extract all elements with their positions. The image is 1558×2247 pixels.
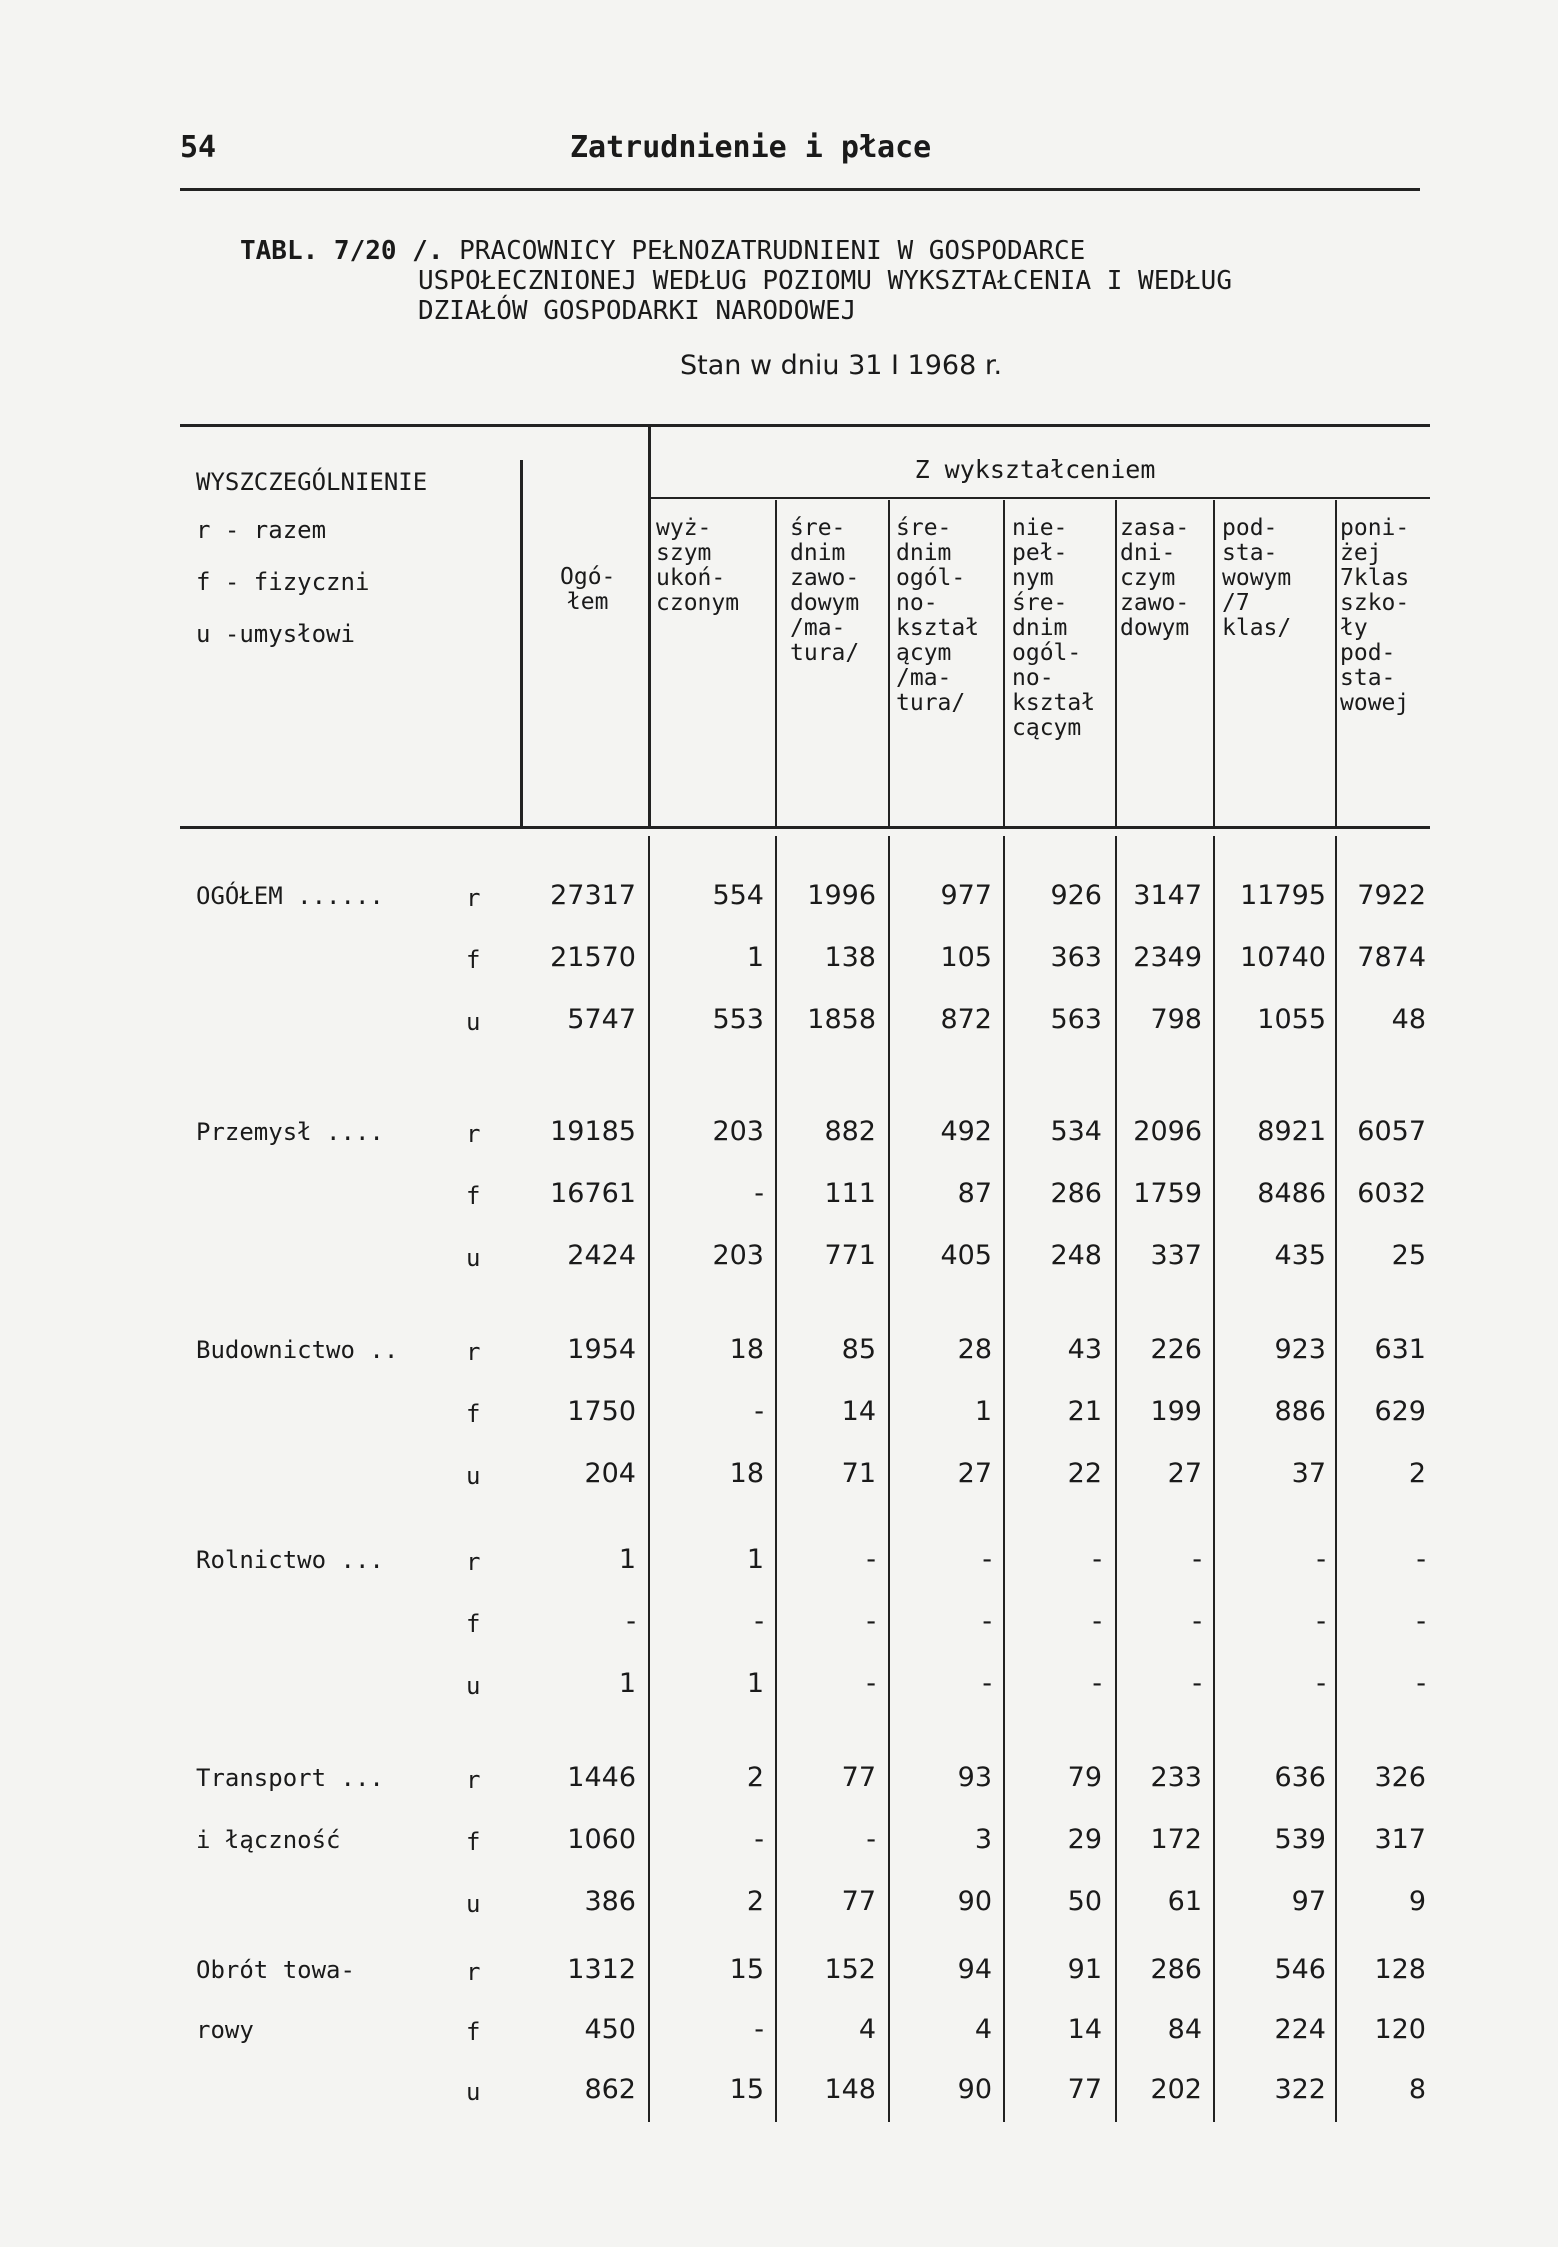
table-cell: 105: [940, 942, 992, 973]
table-cell: -: [1416, 1668, 1426, 1699]
table-cell: 4: [858, 2014, 876, 2045]
table-cell: 10740: [1240, 942, 1326, 973]
table-cell: 2424: [567, 1240, 636, 1271]
table-cell: 27: [1167, 1458, 1202, 1489]
stub-heading: [196, 462, 427, 654]
table-cell: 629: [1374, 1396, 1426, 1427]
row-code: r: [466, 1120, 481, 1148]
stub-title: WYSZCZEGÓLNIENIE: [196, 468, 428, 496]
table-cell: 1: [974, 1396, 992, 1427]
table-cell: -: [754, 1824, 764, 1855]
table-cell: 71: [841, 1458, 876, 1489]
row-code: r: [466, 884, 481, 912]
table-cell: 203: [712, 1116, 764, 1147]
table-cell: 21570: [550, 942, 636, 973]
stub-divider: [520, 460, 523, 826]
col-head-higher: wyż- szym ukoń- czonym: [656, 515, 740, 616]
table-cell: 563: [1050, 1004, 1102, 1035]
table-cell: 111: [824, 1178, 876, 1209]
table-cell: 248: [1050, 1240, 1102, 1271]
table-cell: -: [754, 1178, 764, 1209]
table-cell: 882: [824, 1116, 876, 1147]
row-code: r: [466, 1548, 481, 1576]
table-cell: 199: [1150, 1396, 1202, 1427]
table-cell: 7922: [1357, 880, 1426, 911]
table-cell: 771: [824, 1240, 876, 1271]
table-cell: 337: [1150, 1240, 1202, 1271]
table-number: TABL. 7/20 /.: [240, 236, 444, 266]
table-cell: -: [626, 1606, 636, 1637]
table-cell: -: [1092, 1606, 1102, 1637]
table-cell: -: [1416, 1606, 1426, 1637]
table-cell: 317: [1374, 1824, 1426, 1855]
col-head-secondary-vocational: śre- dnim zawo- dowym /ma- tura/: [790, 515, 860, 666]
table-cell: 435: [1274, 1240, 1326, 1271]
table-cell: 1: [746, 1544, 764, 1575]
table-cell: -: [982, 1668, 992, 1699]
table-cell: 450: [584, 2014, 636, 2045]
table-cell: 872: [940, 1004, 992, 1035]
table-cell: 84: [1167, 2014, 1202, 2045]
table-cell: 21: [1067, 1396, 1102, 1427]
table-cell: 363: [1050, 942, 1102, 973]
table-cell: 18: [729, 1458, 764, 1489]
page-header: [180, 130, 1420, 190]
table-cell: 1996: [807, 880, 876, 911]
table-title: [240, 236, 1440, 326]
table-cell: 6032: [1357, 1178, 1426, 1209]
col-head-basic-vocational: zasa- dni- czym zawo- dowym: [1120, 515, 1190, 641]
table-title-line-3: DZIAŁÓW GOSPODARKI NARODOWEJ: [418, 296, 857, 326]
table-cell: -: [1092, 1544, 1102, 1575]
table-cell: 27317: [550, 880, 636, 911]
row-code: r: [466, 1766, 481, 1794]
table-cell: 28: [957, 1334, 992, 1365]
table-cell: 27: [957, 1458, 992, 1489]
table-cell: 172: [1150, 1824, 1202, 1855]
table-cell: 2349: [1133, 942, 1202, 973]
col-divider-5: [1213, 500, 1215, 826]
table-cell: 3: [974, 1824, 992, 1855]
table-cell: 8: [1408, 2074, 1426, 2105]
section-label-continued: rowy: [196, 2016, 254, 2044]
table-cell: 798: [1150, 1004, 1202, 1035]
row-code: u: [466, 2078, 481, 2106]
table-cell: -: [866, 1606, 876, 1637]
table-cell: 534: [1050, 1116, 1102, 1147]
section-label: Przemysł ....: [196, 1118, 384, 1146]
col-head-incomplete-secondary: nie- peł- nym śre- dnim ogól- no- kształ cącym: [1012, 515, 1096, 741]
table-cell: 492: [940, 1116, 992, 1147]
table-cell: 2096: [1133, 1116, 1202, 1147]
table-cell: 539: [1274, 1824, 1326, 1855]
table-cell: 77: [1067, 2074, 1102, 2105]
table-subtitle: Stan w dniu 31 I 1968 r.: [680, 350, 1003, 381]
row-code: f: [466, 1182, 481, 1210]
table-cell: 87: [957, 1178, 992, 1209]
group-header-rule: [650, 497, 1430, 499]
table-cell: 152: [824, 1954, 876, 1985]
table-cell: 1: [746, 942, 764, 973]
table-title-line-1: PRACOWNICY PEŁNOZATRUDNIENI W GOSPODARCE: [459, 236, 1086, 266]
section-label: Budownictwo ..: [196, 1336, 399, 1364]
col-head-primary: pod- sta- wowym /7 klas/: [1222, 515, 1292, 641]
body-col-line-6: [1335, 836, 1337, 2122]
table-cell: 1055: [1257, 1004, 1326, 1035]
table-cell: -: [1192, 1606, 1202, 1637]
legend-r: r - razem: [196, 516, 327, 544]
col-divider-6: [1335, 500, 1337, 826]
table-cell: 14: [841, 1396, 876, 1427]
row-code: u: [466, 1008, 481, 1036]
table-cell: -: [1192, 1668, 1202, 1699]
table-cell: 14: [1067, 2014, 1102, 2045]
body-col-line-1: [775, 836, 777, 2122]
table-cell: 233: [1150, 1762, 1202, 1793]
table-cell: 204: [584, 1458, 636, 1489]
table-cell: 43: [1067, 1334, 1102, 1365]
table-cell: 85: [841, 1334, 876, 1365]
table-cell: 1312: [567, 1954, 636, 1985]
table-cell: 50: [1067, 1886, 1102, 1917]
col-head-total: Ogó- łem: [560, 564, 616, 615]
col-head-secondary-general: śre- dnim ogól- no- kształ ącym /ma- tura/: [896, 515, 980, 716]
row-code: f: [466, 1610, 481, 1638]
table-cell: 1446: [567, 1762, 636, 1793]
total-divider: [648, 424, 651, 826]
table-cell: 37: [1291, 1458, 1326, 1489]
table-cell: 9: [1408, 1886, 1426, 1917]
header-rule: [180, 188, 1420, 191]
row-code: f: [466, 946, 481, 974]
body-col-line-2: [888, 836, 890, 2122]
table-cell: 8486: [1257, 1178, 1326, 1209]
table-cell: 3147: [1133, 880, 1202, 911]
table-cell: -: [754, 2014, 764, 2045]
table-cell: 226: [1150, 1334, 1202, 1365]
table-cell: 97: [1291, 1886, 1326, 1917]
table-cell: 326: [1374, 1762, 1426, 1793]
table-cell: -: [866, 1668, 876, 1699]
table-cell: 554: [712, 880, 764, 911]
table-top-rule: [180, 424, 1430, 427]
table-cell: 91: [1067, 1954, 1102, 1985]
table-cell: 405: [940, 1240, 992, 1271]
section-label-continued: i łączność: [196, 1826, 341, 1854]
table-cell: 1759: [1133, 1178, 1202, 1209]
row-code: u: [466, 1462, 481, 1490]
table-cell: -: [1316, 1668, 1326, 1699]
col-divider-2: [888, 500, 890, 826]
col-head-below-primary: poni- żej 7klas szko- ły pod- sta- wowej: [1340, 515, 1410, 716]
row-code: f: [466, 1400, 481, 1428]
col-divider-3: [1003, 500, 1005, 826]
table-cell: 22: [1067, 1458, 1102, 1489]
table-cell: -: [866, 1824, 876, 1855]
body-col-line-5: [1213, 836, 1215, 2122]
row-code: r: [466, 1338, 481, 1366]
table-cell: 77: [841, 1762, 876, 1793]
table-cell: 15: [729, 1954, 764, 1985]
table-cell: 19185: [550, 1116, 636, 1147]
table-cell: -: [1316, 1606, 1326, 1637]
table-cell: 862: [584, 2074, 636, 2105]
table-cell: 6057: [1357, 1116, 1426, 1147]
table-cell: 923: [1274, 1334, 1326, 1365]
table-cell: 886: [1274, 1396, 1326, 1427]
table-cell: 1750: [567, 1396, 636, 1427]
table-cell: 18: [729, 1334, 764, 1365]
body-col-line-4: [1115, 836, 1117, 2122]
table-cell: 386: [584, 1886, 636, 1917]
table-cell: 15: [729, 2074, 764, 2105]
table-cell: 2: [746, 1762, 764, 1793]
table-cell: 90: [957, 1886, 992, 1917]
row-code: f: [466, 2018, 481, 2046]
table-cell: -: [1416, 1544, 1426, 1575]
section-label: OGÓŁEM ......: [196, 882, 384, 910]
table-cell: 553: [712, 1004, 764, 1035]
table-cell: 631: [1374, 1334, 1426, 1365]
table-cell: 286: [1050, 1178, 1102, 1209]
col-divider-4: [1115, 500, 1117, 826]
table-cell: 120: [1374, 2014, 1426, 2045]
table-cell: 16761: [550, 1178, 636, 1209]
page-number: 54: [180, 130, 217, 165]
page-title: Zatrudnienie i płace: [570, 130, 932, 165]
table-cell: 79: [1067, 1762, 1102, 1793]
table-cell: 1: [618, 1544, 636, 1575]
table-cell: 926: [1050, 880, 1102, 911]
table-cell: 93: [957, 1762, 992, 1793]
table-title-line-2: USPOŁECZNIONEJ WEDŁUG POZIOMU WYKSZTAŁCENIA I WEDŁUG: [418, 266, 1232, 296]
section-label: Obrót towa-: [196, 1956, 355, 1984]
table-cell: 94: [957, 1954, 992, 1985]
legend-f: f - fizyczni: [196, 568, 370, 596]
table-cell: -: [1092, 1668, 1102, 1699]
table-cell: 4: [974, 2014, 992, 2045]
table-cell: -: [866, 1544, 876, 1575]
row-code: f: [466, 1828, 481, 1856]
table-cell: 202: [1150, 2074, 1202, 2105]
table-cell: 322: [1274, 2074, 1326, 2105]
table-cell: 148: [824, 2074, 876, 2105]
table-cell: 7874: [1357, 942, 1426, 973]
table-cell: 546: [1274, 1954, 1326, 1985]
table-cell: 61: [1167, 1886, 1202, 1917]
row-code: u: [466, 1890, 481, 1918]
table-cell: 8921: [1257, 1116, 1326, 1147]
section-label: Rolnictwo ...: [196, 1546, 384, 1574]
table-cell: 636: [1274, 1762, 1326, 1793]
table-cell: 2: [1408, 1458, 1426, 1489]
table-cell: 224: [1274, 2014, 1326, 2045]
table-cell: 286: [1150, 1954, 1202, 1985]
row-code: u: [466, 1672, 481, 1700]
table-cell: 1: [746, 1668, 764, 1699]
table-cell: -: [982, 1606, 992, 1637]
row-code: u: [466, 1244, 481, 1272]
header-bottom-rule: [180, 826, 1430, 829]
table-cell: 11795: [1240, 880, 1326, 911]
body-col-line-3: [1003, 836, 1005, 2122]
table-cell: 48: [1391, 1004, 1426, 1035]
table-cell: -: [1316, 1544, 1326, 1575]
table-cell: 138: [824, 942, 876, 973]
table-cell: 1954: [567, 1334, 636, 1365]
table-cell: 1060: [567, 1824, 636, 1855]
table-cell: 90: [957, 2074, 992, 2105]
section-label: Transport ...: [196, 1764, 384, 1792]
table-cell: 1: [618, 1668, 636, 1699]
table-cell: -: [982, 1544, 992, 1575]
table-cell: 203: [712, 1240, 764, 1271]
table-cell: 128: [1374, 1954, 1426, 1985]
column-group-heading: Z wykształceniem: [914, 455, 1156, 484]
table-cell: -: [1192, 1544, 1202, 1575]
table-cell: -: [754, 1396, 764, 1427]
legend-u: u -umysłowi: [196, 620, 355, 648]
table-cell: 77: [841, 1886, 876, 1917]
table-cell: 5747: [567, 1004, 636, 1035]
table-cell: 977: [940, 880, 992, 911]
table-cell: 25: [1391, 1240, 1426, 1271]
table-cell: -: [754, 1606, 764, 1637]
total-col-line: [648, 836, 650, 2122]
col-divider-1: [775, 500, 777, 826]
table-cell: 1858: [807, 1004, 876, 1035]
table-cell: 2: [746, 1886, 764, 1917]
table-cell: 29: [1067, 1824, 1102, 1855]
row-code: r: [466, 1958, 481, 1986]
